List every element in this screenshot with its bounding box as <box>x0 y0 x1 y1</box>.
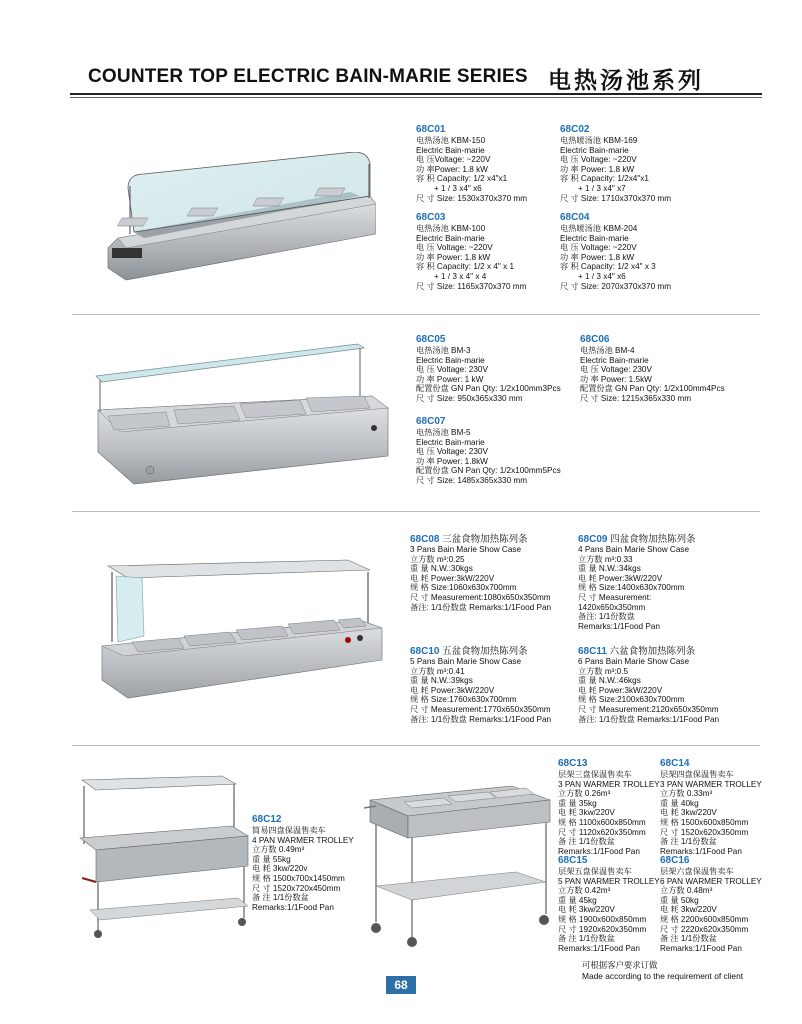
spec-line: 电热汤池 BM-3 <box>416 346 471 355</box>
spec-line: 电热暖汤池 KBM-169 <box>560 136 638 145</box>
spec-line: Electric Bain-marie <box>560 233 629 243</box>
spec-line: 电热汤池 BM-4 <box>580 346 635 355</box>
product-68C11 <box>578 646 719 724</box>
spec-line: 立方数 0.42m³ <box>558 886 611 896</box>
spec-line: 3 PAN WARMER TROLLEY <box>660 779 762 789</box>
spec-line: 重 量 45kg <box>558 895 597 905</box>
spec-line: 尺 寸 Size: 2070x370x370 mm <box>560 281 672 291</box>
spec-line: 6 Pans Bain Marie Show Case <box>578 657 690 666</box>
product-68C10 <box>410 646 551 724</box>
spec-line: 备 注 1/1份数盆 <box>252 893 309 903</box>
spec-line: 立方数 m³:0.41 <box>410 666 465 676</box>
spec-line: 容 积 Capacity: 1/2 x4"x1 <box>416 174 508 184</box>
spec-line: 尺 寸 2220x620x350mm <box>660 924 749 934</box>
spec-line: 4 Pans Bain Marie Show Case <box>578 545 690 554</box>
product-code: 68C05 <box>416 334 446 345</box>
product-title: 六盆食物加热陈列条 <box>609 646 696 657</box>
spec-line: 1420x650x350mm <box>578 602 646 612</box>
spec-line: 规 格 1900x600x850mm <box>558 914 647 924</box>
bain-marie-curved-glass-image <box>104 152 376 298</box>
spec-line: + 1 / 3 x4" x6 <box>578 271 626 281</box>
spec-line: 规 格 1500x600x850mm <box>660 817 749 827</box>
section-divider <box>72 314 760 315</box>
spec-line: 层架三盘保温售卖车 <box>558 770 632 779</box>
spec-line: 简易四盘保温售卖车 <box>252 826 326 835</box>
product-68C16 <box>660 855 762 953</box>
page-title-english: COUNTER TOP ELECTRIC BAIN-MARIE SERIES <box>88 66 528 87</box>
spec-line: 功 率 Power: 1.8 kW <box>560 252 635 262</box>
spec-line: 立方数 m³:0.25 <box>410 554 465 564</box>
spec-line: 层架五盘保温售卖车 <box>558 867 632 876</box>
page-title-chinese: 电热汤池系列 <box>548 67 704 93</box>
spec-line: 容 积 Capacity: 1/2 x 4" x 1 <box>416 262 515 272</box>
spec-line: 功 率 Power: 1.8kW <box>416 456 488 466</box>
spec-line: 重 量 N.W.:30kgs <box>410 564 473 574</box>
spec-line: 规 格 2200x600x850mm <box>660 914 749 924</box>
spec-line: 5 Pans Bain Marie Show Case <box>410 657 522 666</box>
spec-line: Remarks:1/1Food Pan <box>660 943 742 953</box>
product-code: 68C09 <box>578 534 608 545</box>
spec-line: 电 耗 3kw/220V <box>660 808 717 818</box>
product-68C01 <box>416 124 527 203</box>
header-rule-thin <box>70 97 762 98</box>
spec-line: 重 量 50kg <box>660 895 699 905</box>
spec-line: 备 注 1/1份数盆 <box>660 934 717 944</box>
product-68C02 <box>560 124 671 203</box>
spec-line: 5 PAN WARMER TROLLEY <box>558 876 660 886</box>
spec-line: Remarks:1/1Food Pan <box>578 621 660 631</box>
spec-line: 容 积 Capacity: 1/2 x4" x 3 <box>560 262 656 272</box>
section-divider <box>72 745 760 746</box>
spec-line: 备注: 1/1份数盘 Remarks:1/1Food Pan <box>410 714 552 724</box>
spec-line: Electric Bain-marie <box>416 355 485 365</box>
spec-line: 层架六盘保温售卖车 <box>660 867 734 876</box>
spec-line: 备 注 1/1份数盆 <box>660 837 717 847</box>
spec-line: 功 率 Power: 1.5kW <box>580 374 652 384</box>
warmer-trolley-4-pan-image <box>72 774 250 942</box>
product-code: 68C13 <box>558 758 588 769</box>
spec-line: 尺 寸 Measurement:2120x650x350mm <box>578 704 719 714</box>
spec-line: 重 量 N.W.:39kgs <box>410 676 473 686</box>
product-code: 68C11 <box>578 646 607 657</box>
product-code: 68C12 <box>252 814 282 825</box>
spec-line: 立方数 0.33m³ <box>660 789 713 799</box>
spec-line: 电热汤池 BM-5 <box>416 428 471 437</box>
product-code: 68C08 <box>410 534 440 545</box>
spec-line: 立方数 0.48m³ <box>660 886 713 896</box>
spec-line: 尺 寸 Size: 1215x365x330 mm <box>580 393 692 403</box>
spec-line: 电热汤池 KBM-150 <box>416 136 486 145</box>
spec-line: 重 量 55kg <box>252 854 291 864</box>
spec-line: 配置份盘 GN Pan Qty: 1/2x100mm5Pcs <box>416 466 561 476</box>
spec-line: 6 PAN WARMER TROLLEY <box>660 876 762 886</box>
product-code: 68C03 <box>416 212 446 223</box>
product-68C13 <box>558 758 660 856</box>
spec-line: 尺 寸 Size: 1165x370x370 mm <box>416 281 527 291</box>
product-title: 四盆食物加热陈列条 <box>610 534 696 545</box>
spec-line: 功 率Power: 1.8 kW <box>416 164 488 174</box>
spec-line: + 1 / 3 x4" x6 <box>434 183 482 193</box>
spec-line: 重 量 35kg <box>558 798 597 808</box>
product-68C05 <box>416 334 561 404</box>
spec-line: 备 注 1/1份数盆 <box>558 934 615 944</box>
bain-marie-show-case-image <box>98 556 386 706</box>
spec-line: Electric Bain-marie <box>580 355 649 365</box>
spec-line: 功 率 Power: 1.8 kW <box>560 164 635 174</box>
spec-line: Remarks:1/1Food Pan <box>252 902 334 912</box>
spec-line: 3 PAN WARMER TROLLEY <box>558 779 660 789</box>
spec-line: 规 格 Size:1400x630x700mm <box>578 583 685 593</box>
spec-line: 电热暖汤池 KBM-204 <box>560 224 638 233</box>
spec-line: 规 格 1100x600x850mm <box>558 817 646 827</box>
spec-line: 重 量 N.W.:34kgs <box>578 564 641 574</box>
spec-line: Electric Bain-marie <box>416 437 485 447</box>
spec-line: 尺 寸 1920x620x350mm <box>558 924 647 934</box>
spec-line: Remarks:1/1Food Pan <box>660 846 742 856</box>
spec-line: 层架四盘保温售卖车 <box>660 770 734 779</box>
spec-line: 电 耗 Power:3kW/220V <box>410 573 495 583</box>
spec-line: 功 率 Power: 1 kW <box>416 374 484 384</box>
spec-line: 电 耗 Power:3kW/220V <box>578 573 663 583</box>
spec-line: 尺 寸 Size: 1530x370x370 mm <box>416 193 528 203</box>
product-68C07 <box>416 416 561 486</box>
warmer-trolley-3-pan-image <box>356 782 552 948</box>
spec-line: 电 压 Voltage: ~220V <box>560 243 637 253</box>
spec-line: 电 压Voltage: ~220V <box>416 155 491 165</box>
spec-line: 规 格 Size:1760x630x700mm <box>410 695 517 705</box>
bain-marie-flat-glass-image <box>94 336 392 492</box>
spec-line: 4 PAN WARMER TROLLEY <box>252 835 354 845</box>
section-divider <box>72 511 760 512</box>
product-code: 68C14 <box>660 758 690 769</box>
header-rule <box>70 93 762 95</box>
product-code: 68C06 <box>580 334 610 345</box>
spec-line: 电 压 Voltage: 230V <box>580 365 652 375</box>
spec-line: 电 耗 3kw/220V <box>660 905 717 915</box>
spec-line: Electric Bain-marie <box>416 145 485 155</box>
spec-line: 电 压 Voltage: ~220V <box>416 243 493 253</box>
product-code: 68C16 <box>660 855 690 866</box>
product-68C14 <box>660 758 762 856</box>
spec-line: 尺 寸 Measurement:1770x650x350mm <box>410 704 551 714</box>
spec-line: 备注: 1/1份数盘 <box>578 612 635 622</box>
spec-line: Electric Bain-marie <box>560 145 629 155</box>
spec-line: 电 压 Voltage: ~220V <box>560 155 637 165</box>
spec-line: 规 格 Size:2100x630x700mm <box>578 695 685 705</box>
product-code: 68C04 <box>560 212 590 223</box>
spec-line: Remarks:1/1Food Pan <box>558 846 640 856</box>
spec-line: 重 量 N.W.:46kgs <box>578 676 641 686</box>
product-code: 68C01 <box>416 124 446 135</box>
spec-line: 立方数 m³:0.5 <box>578 666 629 676</box>
product-68C12 <box>252 814 354 912</box>
spec-line: 电 压 Voltage: 230V <box>416 447 488 457</box>
product-code: 68C07 <box>416 416 446 427</box>
spec-line: 尺 寸 Size: 1485x365x330 mm <box>416 475 528 485</box>
spec-line: 功 率 Power: 1.8 kW <box>416 252 491 262</box>
spec-line: 电热汤池 KBM-100 <box>416 224 486 233</box>
spec-line: 容 积 Capacity: 1/2x4"x1 <box>560 174 649 184</box>
product-68C09 <box>578 534 696 631</box>
product-68C03 <box>416 212 526 291</box>
spec-line: 3 Pans Bain Marie Show Case <box>410 545 522 554</box>
product-code: 68C02 <box>560 124 590 135</box>
spec-line: 尺 寸 Measurement:1080x650x350mm <box>410 592 551 602</box>
spec-line: 尺 寸 1520x620x350mm <box>660 827 749 837</box>
spec-line: 电 耗 3kw/220V <box>558 905 615 915</box>
spec-line: 立方数 0.26m³ <box>558 789 611 799</box>
spec-line: 尺 寸 Size: 950x365x330 mm <box>416 393 523 403</box>
product-68C15 <box>558 855 660 953</box>
spec-line: 配置份盘 GN Pan Qty: 1/2x100mm3Pcs <box>416 384 561 394</box>
spec-line: 规 格 Size:1060x630x700mm <box>410 583 517 593</box>
spec-line: 电 耗 Power:3kW/220V <box>410 685 495 695</box>
product-code: 68C10 <box>410 646 440 657</box>
page-number: 68 <box>386 976 416 994</box>
spec-line: 电 耗 3kw/220v <box>252 864 308 874</box>
spec-line: + 1 / 3 x 4" x 4 <box>434 271 487 281</box>
spec-line: + 1 / 3 x4" x7 <box>578 183 626 193</box>
note-english: Made according to the requirement of client <box>582 971 744 981</box>
spec-line: 电 耗 3kw/220V <box>558 808 615 818</box>
product-68C04 <box>560 212 671 291</box>
product-68C08 <box>410 534 551 612</box>
spec-line: 规 格 1500x700x1450mm <box>252 873 345 883</box>
spec-line: Remarks:1/1Food Pan <box>558 943 640 953</box>
spec-line: Electric Bain-marie <box>416 233 485 243</box>
spec-line: 尺 寸 1120x620x350mm <box>558 827 646 837</box>
product-title: 三盆食物加热陈列条 <box>442 534 528 545</box>
spec-line: 尺 寸 Measurement: <box>578 592 652 602</box>
product-code: 68C15 <box>558 855 588 866</box>
spec-line: 备 注 1/1份数盆 <box>558 837 615 847</box>
spec-line: 备注: 1/1份数盘 Remarks:1/1Food Pan <box>410 602 552 612</box>
product-title: 五盆食物加热陈列条 <box>442 646 528 657</box>
spec-line: 重 量 40kg <box>660 798 699 808</box>
note-chinese: 可根据客户要求订做 <box>582 960 658 970</box>
spec-line: 立方数 0.49m³ <box>252 845 305 855</box>
custom-order-note <box>582 960 743 982</box>
spec-line: 备注: 1/1份数盘 Remarks:1/1Food Pan <box>578 714 720 724</box>
spec-line: 尺 寸 1520x720x450mm <box>252 883 341 893</box>
spec-line: 电 压 Voltage: 230V <box>416 365 488 375</box>
spec-line: 电 耗 Power:3kW/220V <box>578 685 663 695</box>
spec-line: 尺 寸 Size: 1710x370x370 mm <box>560 193 672 203</box>
spec-line: 立方数 m³:0.33 <box>578 554 633 564</box>
spec-line: 配置份盘 GN Pan Qty: 1/2x100mm4Pcs <box>580 384 725 394</box>
product-68C06 <box>580 334 725 404</box>
